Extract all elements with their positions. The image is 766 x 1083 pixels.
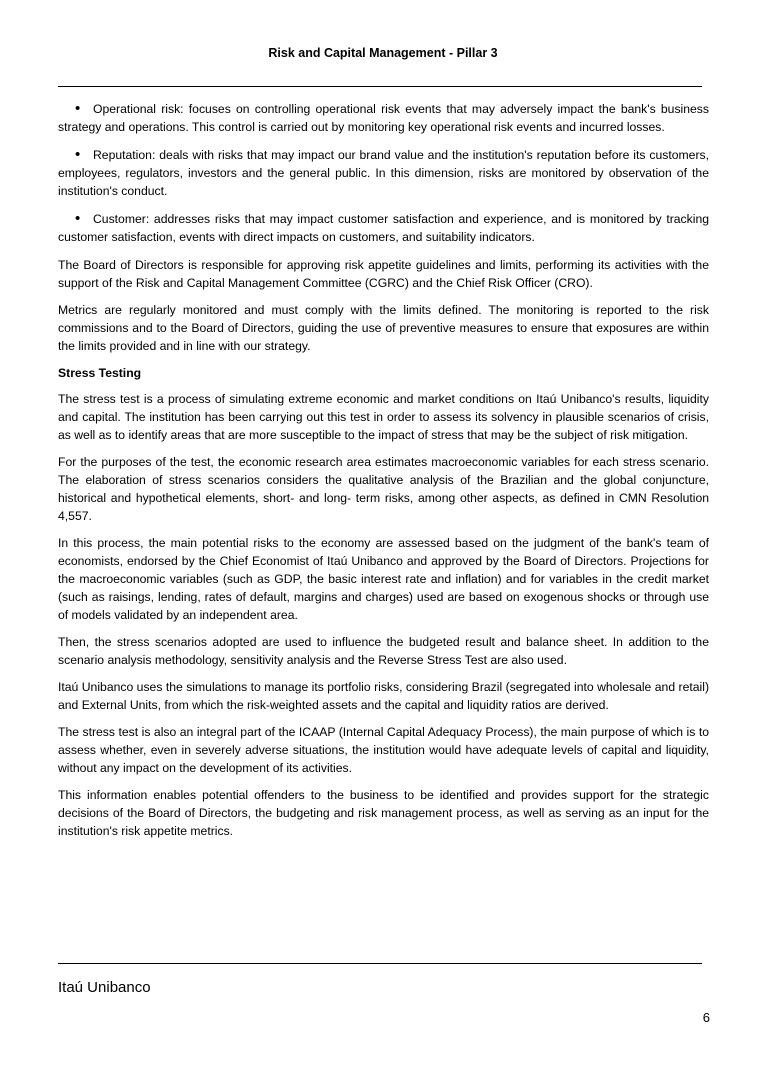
bullet-icon: • xyxy=(75,100,81,117)
bullet-text: Reputation: deals with risks that may impact our brand value and the institution's reputation before its customers, employees, regulators, investors and the general public. In this dimension, risks are monitored by observation of the institution's conduct. xyxy=(58,148,709,198)
bullet-item xyxy=(58,146,709,200)
paragraph: Itaú Unibanco uses the simulations to manage its portfolio risks, considering Brazil (segregated into wholesale and retail) and External Units, from which the risk-weighted assets and the capital and liquidity ratios are derived. xyxy=(58,680,709,712)
paragraph: The stress test is also an integral part of the ICAAP (Internal Capital Adequacy Process), the main purpose of which is to assess whether, even in severely adverse situations, the institution would have adequate levels of capital and liquidity, without any impact on the development of its activities. xyxy=(58,725,709,775)
paragraph: Then, the stress scenarios adopted are used to influence the budgeted result and balance sheet. In addition to the scenario analysis methodology, sensitivity analysis and the Reverse Stress Test are also used. xyxy=(58,635,709,667)
paragraph: This information enables potential offenders to the business to be identified and provides support for the strategic decisions of the Board of Directors, the budgeting and risk management process, as well as serving as an input for the institution's risk appetite metrics. xyxy=(58,788,709,838)
bullet-text: Operational risk: focuses on controlling operational risk events that may adversely impact the bank's business strategy and operations. This control is carried out by monitoring key operational risk events and incurred losses. xyxy=(58,102,709,134)
paragraph: The stress test is a process of simulating extreme economic and market conditions on Itaú Unibanco's results, liquidity and capital. The institution has been carrying out this test in order to assess its solvency in plausible scenarios of crisis, as well as to identify areas that are more susceptible to the impact of stress that may be the subject of risk mitigation. xyxy=(58,392,709,442)
paragraph: The Board of Directors is responsible for approving risk appetite guidelines and limits, performing its activities with the support of the Risk and Capital Management Committee (CGRC) and the Chief Risk Officer (CRO). xyxy=(58,258,709,290)
bullet-text: Customer: addresses risks that may impact customer satisfaction and experience, and is monitored by tracking customer satisfaction, events with direct impacts on customers, and suitability indicators. xyxy=(58,212,709,244)
page-number: 6 xyxy=(702,1010,710,1025)
document-body xyxy=(58,100,709,849)
paragraph: In this process, the main potential risks to the economy are assessed based on the judgment of the bank's team of economists, endorsed by the Chief Economist of Itaú Unibanco and approved by the Board of Directors. Projections for the macroeconomic variables (such as GDP, the basic interest rate and inflation) and for variables in the credit market (such as raisings, lending, rates of default, margins and charges) used are based on exogenous shocks or through use of models validated by an independent area. xyxy=(58,536,709,622)
footer-divider xyxy=(58,963,702,964)
bullet-icon: • xyxy=(75,146,81,163)
bullet-item xyxy=(58,100,709,136)
paragraph: For the purposes of the test, the economic research area estimates macroeconomic variables for each stress scenario. The elaboration of stress scenarios considers the qualitative analysis of the Brazilian and the global conjuncture, historical and hypothetical elements, short- and long- term risks, among other aspects, as defined in CMN Resolution 4,557. xyxy=(58,455,709,523)
paragraph: Metrics are regularly monitored and must comply with the limits defined. The monitoring is reported to the risk commissions and to the Board of Directors, guiding the use of preventive measures to ensure that exposures are within the limits provided and in line with our strategy. xyxy=(58,303,709,353)
page-header-title: Risk and Capital Management - Pillar 3 xyxy=(268,46,498,60)
bullet-item xyxy=(58,210,709,246)
section-heading: Stress Testing xyxy=(58,366,142,380)
header-divider xyxy=(58,86,702,87)
footer-brand: Itaú Unibanco xyxy=(58,979,151,996)
bullet-icon: • xyxy=(75,210,81,227)
